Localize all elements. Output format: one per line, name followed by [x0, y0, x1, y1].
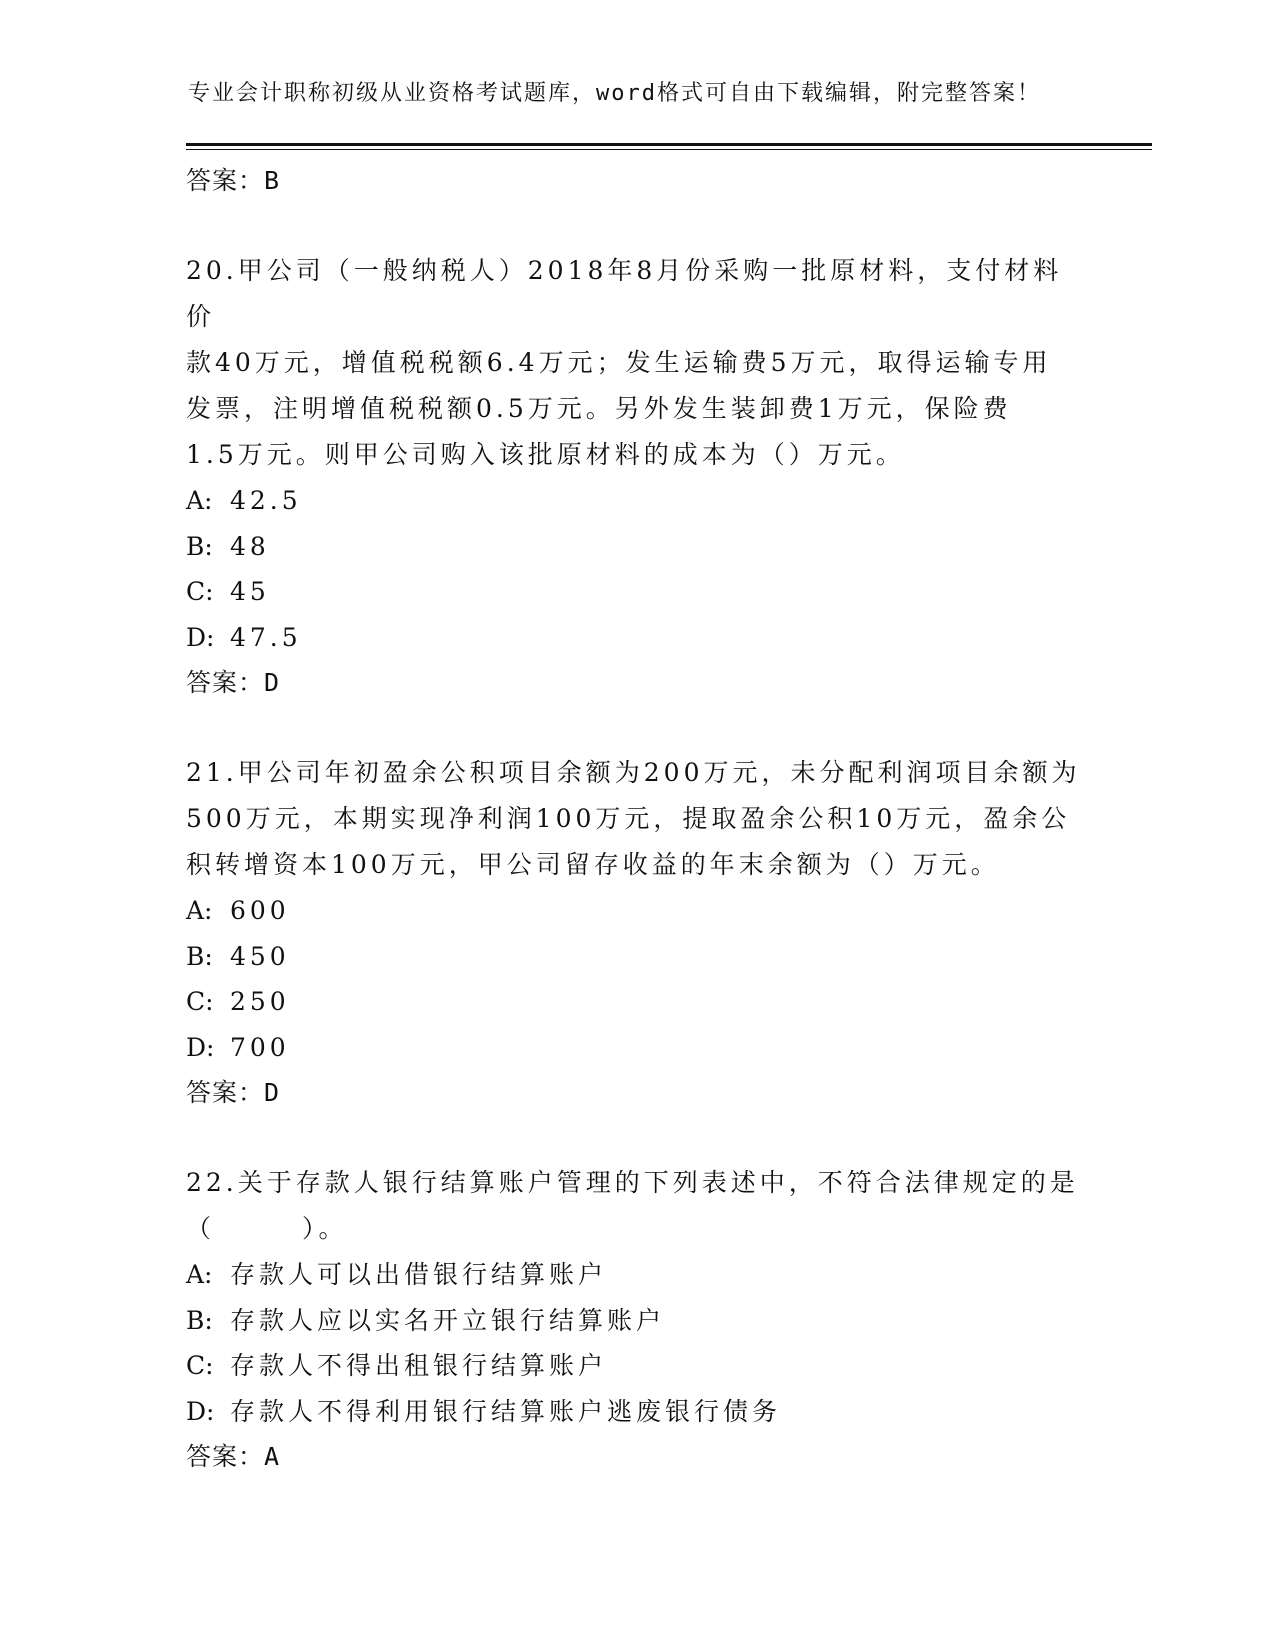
question-text [186, 248, 1086, 478]
option-b [186, 1298, 1086, 1344]
question-text [186, 750, 1086, 888]
option-key: B: [186, 531, 213, 561]
answer-label: 答案： [186, 1078, 265, 1107]
option-d [186, 1389, 1086, 1435]
question-line: 20.甲公司（一般纳税人）2018年8月份采购一批原材料，支付材料价 [186, 256, 1063, 331]
answer-value: D [264, 1078, 281, 1107]
option-text: 600 [230, 896, 290, 925]
question-line: 22.关于存款人银行结算账户管理的下列表述中，不符合法律规定的是 [186, 1168, 1079, 1197]
option-c [186, 569, 1086, 615]
answer-value: D [264, 668, 281, 697]
option-text: 存款人不得利用银行结算账户逃废银行债务 [230, 1396, 782, 1426]
option-b [186, 524, 1086, 570]
option-a [186, 478, 1086, 524]
question-line: 款40万元，增值税税额6.4万元；发生运输费5万元，取得运输专用 [186, 348, 1052, 377]
question-line: 积转增资本100万元，甲公司留存收益的年末余额为（）万元。 [186, 850, 1000, 879]
option-text: 47.5 [230, 622, 302, 652]
option-text: 存款人不得出租银行结算账户 [230, 1351, 608, 1380]
option-b [186, 934, 1086, 980]
option-key: B: [186, 941, 213, 971]
option-a [186, 1252, 1086, 1298]
answer-value: B [264, 166, 281, 195]
option-text: 250 [230, 987, 290, 1016]
option-text: 存款人可以出借银行结算账户 [230, 1260, 608, 1289]
question-block [186, 750, 1086, 1116]
option-text: 450 [230, 941, 290, 971]
question-block [186, 248, 1086, 706]
question-block [186, 1160, 1086, 1480]
option-key: D: [186, 1396, 215, 1426]
option-d [186, 615, 1086, 661]
header-rule-thick [186, 143, 1152, 146]
option-text: 存款人应以实名开立银行结算账户 [230, 1305, 666, 1335]
option-d [186, 1025, 1086, 1071]
option-key: C: [186, 577, 214, 606]
answer-label: 答案： [186, 166, 265, 195]
content [186, 158, 1086, 1480]
option-text: 42.5 [230, 486, 302, 515]
option-key: D: [186, 1032, 215, 1062]
answer-label: 答案： [186, 1442, 265, 1471]
option-c [186, 979, 1086, 1025]
question-line: 500万元，本期实现净利润100万元，提取盈余公积10万元，盈余公 [186, 804, 1071, 833]
header-rule-thin [186, 149, 1152, 150]
option-key: C: [186, 987, 214, 1016]
option-key: D: [186, 622, 215, 652]
option-text: 700 [230, 1032, 290, 1062]
option-text: 45 [230, 577, 270, 606]
question-line: 21.甲公司年初盈余公积项目余额为200万元，未分配利润项目余额为 [186, 758, 1081, 787]
question-line: （ ）。 [186, 1214, 348, 1243]
question-text [186, 1160, 1086, 1252]
answer-label: 答案： [186, 668, 265, 697]
option-key: C: [186, 1351, 214, 1380]
question-line: 发票，注明增值税税额0.5万元。另外发生装卸费1万元，保险费 [186, 394, 1012, 423]
answer-line [186, 1434, 1086, 1480]
answer-line [186, 1070, 1086, 1116]
option-key: A: [186, 1260, 213, 1289]
option-key: A: [186, 486, 213, 515]
option-text: 48 [230, 531, 270, 561]
page-header: 专业会计职称初级从业资格考试题库，word格式可自由下载编辑，附完整答案！ [188, 81, 1041, 106]
option-key: B: [186, 1305, 213, 1335]
question-line: 1.5万元。则甲公司购入该批原材料的成本为（）万元。 [186, 440, 905, 469]
option-key: A: [186, 896, 213, 925]
option-c [186, 1343, 1086, 1389]
answer-value: A [264, 1442, 281, 1471]
answer-line [186, 158, 1086, 204]
answer-line [186, 660, 1086, 706]
option-a [186, 888, 1086, 934]
